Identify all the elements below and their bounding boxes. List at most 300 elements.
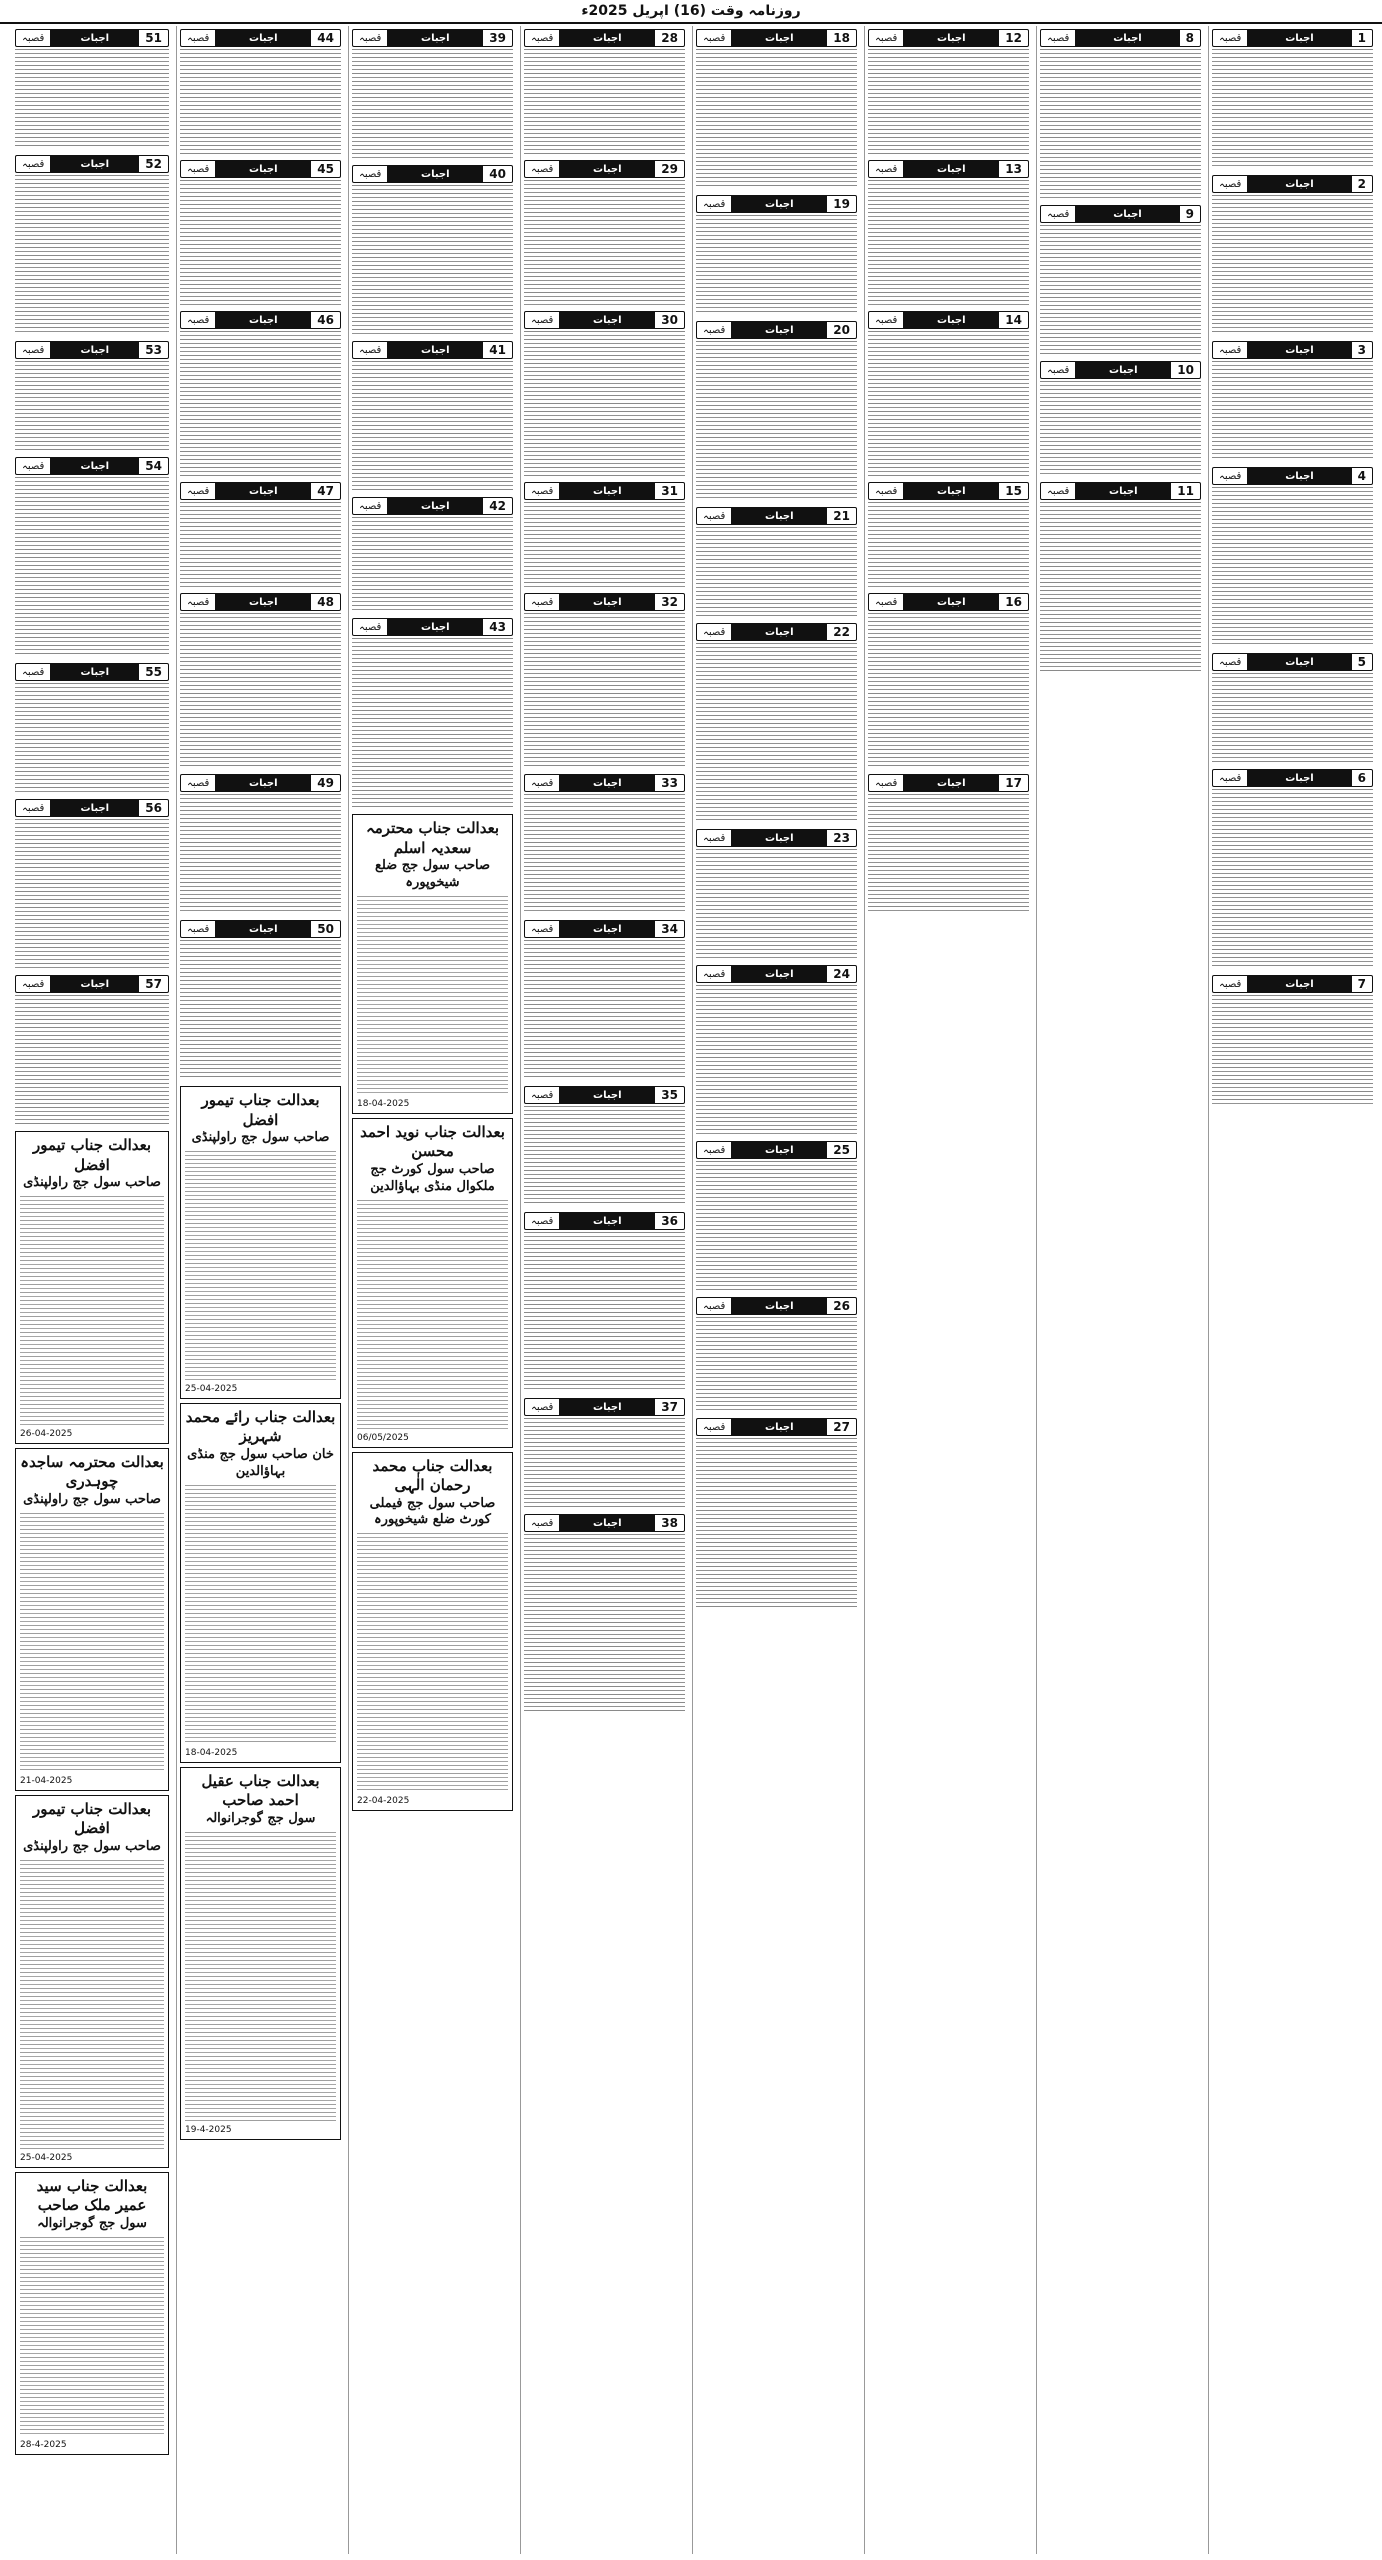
notice-text-block [20, 2237, 164, 2437]
item-header [696, 829, 857, 847]
item-number: 26 [827, 1299, 856, 1313]
item-header [15, 29, 169, 47]
item-label: اجبات [903, 594, 999, 610]
column-6 [348, 26, 516, 2554]
item-number: 33 [655, 776, 684, 790]
notice-item [696, 507, 857, 617]
item-header [524, 29, 685, 47]
item-tag: قصبہ [181, 486, 215, 497]
item-tag: قصبہ [525, 164, 559, 175]
notice-item [868, 593, 1029, 768]
item-label: اجبات [215, 312, 311, 328]
notice-item [180, 774, 341, 914]
item-header [180, 593, 341, 611]
notice-footer [20, 1429, 164, 1439]
item-label: اجبات [903, 30, 999, 46]
item-header [696, 1418, 857, 1436]
item-label: اجبات [731, 196, 827, 212]
item-number: 18 [827, 31, 856, 45]
item-text-block [868, 331, 1029, 476]
item-text-block [1040, 49, 1201, 199]
item-header [696, 1297, 857, 1315]
item-number: 47 [311, 484, 340, 498]
item-header [180, 29, 341, 47]
notice-court: صاحب سول جج فیملی کورٹ ضلع شیخوپورہ [369, 1495, 496, 1528]
notice-court: صاحب سول جج راولپنڈی [23, 1175, 161, 1190]
item-header [15, 341, 169, 359]
item-header [696, 29, 857, 47]
item-number: 2 [1352, 177, 1372, 191]
item-number: 42 [483, 499, 512, 513]
item-number: 55 [139, 665, 168, 679]
item-tag: قصبہ [1041, 486, 1075, 497]
item-label: اجبات [50, 976, 139, 992]
item-label: اجبات [559, 775, 655, 791]
item-text-block [696, 527, 857, 617]
notice-item [180, 29, 341, 154]
item-header [15, 663, 169, 681]
item-number: 22 [827, 625, 856, 639]
notice-item [352, 165, 513, 335]
notice-court: صاحب سول جج راولپنڈی [23, 1491, 161, 1507]
item-tag: قصبہ [181, 164, 215, 175]
item-header [180, 920, 341, 938]
item-text-block [696, 341, 857, 501]
item-text-block [524, 331, 685, 476]
item-tag: قصبہ [525, 1402, 559, 1413]
item-number: 41 [483, 343, 512, 357]
item-text-block [15, 477, 169, 657]
notice-item [868, 160, 1029, 305]
item-tag: قصبہ [869, 164, 903, 175]
item-header [15, 457, 169, 475]
court-notice [352, 1452, 513, 1812]
item-label: اجبات [731, 508, 827, 524]
item-text-block [180, 940, 341, 1080]
item-label: اجبات [731, 30, 827, 46]
item-tag: قصبہ [697, 969, 731, 980]
notice-item [1212, 975, 1373, 1105]
notice-item [1040, 29, 1201, 199]
notice-item [696, 321, 857, 501]
notice-court: صاحب سول جج راولپنڈی [23, 1838, 161, 1854]
item-tag: قصبہ [697, 1422, 731, 1433]
notice-item [180, 482, 341, 587]
item-label: اجبات [731, 830, 827, 846]
item-number: 23 [827, 831, 856, 845]
item-label: اجبات [559, 1087, 655, 1103]
item-number: 44 [311, 31, 340, 45]
notice-item [696, 1297, 857, 1412]
item-label: اجبات [903, 312, 999, 328]
notice-text-block [357, 896, 508, 1096]
item-label: اجبات [50, 458, 139, 474]
item-label: اجبات [215, 921, 311, 937]
item-header [868, 482, 1029, 500]
item-tag: قصبہ [1213, 179, 1247, 190]
item-tag: قصبہ [353, 169, 387, 180]
item-tag: قصبہ [869, 597, 903, 608]
item-number: 19 [827, 197, 856, 211]
item-header [352, 618, 513, 636]
notice-item [524, 1514, 685, 1714]
notice-court: سول جج گوجرانوالہ [205, 1810, 316, 1826]
item-tag: قصبہ [697, 33, 731, 44]
notice-item [180, 160, 341, 305]
item-text-block [696, 215, 857, 315]
item-tag: قصبہ [353, 33, 387, 44]
item-tag: قصبہ [525, 486, 559, 497]
notice-date: 28-4-2025 [20, 2439, 67, 2450]
notice-item [868, 29, 1029, 154]
item-number: 28 [655, 31, 684, 45]
notice-item [868, 482, 1029, 587]
notice-item [1212, 341, 1373, 461]
item-label: اجبات [50, 156, 139, 172]
item-tag: قصبہ [525, 778, 559, 789]
item-header [1212, 29, 1373, 47]
item-header [1040, 29, 1201, 47]
item-tag: قصبہ [1041, 365, 1075, 376]
item-text-block [696, 643, 857, 823]
columns [6, 26, 1376, 2554]
item-label: اجبات [559, 1213, 655, 1229]
item-header [524, 160, 685, 178]
item-number: 30 [655, 313, 684, 327]
item-number: 57 [139, 977, 168, 991]
court-notice [15, 1448, 169, 1791]
notice-footer [20, 1776, 164, 1786]
notice-item [180, 920, 341, 1080]
item-header [1212, 341, 1373, 359]
item-tag: قصبہ [697, 325, 731, 336]
item-header [1212, 975, 1373, 993]
item-label: اجبات [731, 624, 827, 640]
notice-item [352, 497, 513, 612]
item-header [180, 311, 341, 329]
item-header [1040, 482, 1201, 500]
item-text-block [15, 683, 169, 793]
item-header [696, 1141, 857, 1159]
item-label: اجبات [559, 161, 655, 177]
item-text-block [524, 180, 685, 305]
item-tag: قصبہ [16, 667, 50, 678]
notice-item [524, 1086, 685, 1206]
item-number: 45 [311, 162, 340, 176]
item-number: 4 [1352, 469, 1372, 483]
item-label: اجبات [1247, 770, 1351, 786]
item-header [524, 1514, 685, 1532]
item-tag: قصبہ [525, 924, 559, 935]
item-label: اجبات [50, 664, 139, 680]
item-number: 37 [655, 1400, 684, 1414]
item-text-block [524, 940, 685, 1080]
masthead [0, 0, 1382, 24]
notice-item [524, 160, 685, 305]
item-text-block [180, 502, 341, 587]
item-label: اجبات [1247, 30, 1351, 46]
item-number: 15 [999, 484, 1028, 498]
item-label: اجبات [387, 166, 483, 182]
item-number: 27 [827, 1420, 856, 1434]
item-header [524, 1398, 685, 1416]
notice-date: 19-4-2025 [185, 2124, 232, 2135]
item-tag: قصبہ [353, 501, 387, 512]
court-notice [180, 1767, 341, 2140]
court-notice [180, 1403, 341, 1763]
item-number: 29 [655, 162, 684, 176]
item-number: 24 [827, 967, 856, 981]
item-text-block [868, 49, 1029, 154]
notice-item [696, 965, 857, 1135]
item-header [352, 165, 513, 183]
item-tag: قصبہ [697, 627, 731, 638]
item-tag: قصبہ [869, 315, 903, 326]
item-label: اجبات [731, 322, 827, 338]
item-tag: قصبہ [1213, 345, 1247, 356]
item-header [696, 195, 857, 213]
item-number: 1 [1352, 31, 1372, 45]
item-number: 11 [1171, 484, 1200, 498]
item-label: اجبات [50, 30, 139, 46]
item-text-block [15, 49, 169, 149]
notice-item [15, 457, 169, 657]
notice-item [524, 1212, 685, 1392]
notice-date: 06/05/2025 [357, 1432, 409, 1443]
item-text-block [524, 49, 685, 154]
item-label: اجبات [215, 30, 311, 46]
notice-title: بعدالت محترمہ ساجدہ چوہدری [20, 1452, 164, 1491]
item-tag: قصبہ [1213, 979, 1247, 990]
item-tag: قصبہ [869, 486, 903, 497]
item-number: 8 [1180, 31, 1200, 45]
item-header [180, 774, 341, 792]
item-label: اجبات [1247, 976, 1351, 992]
item-header [1040, 205, 1201, 223]
item-number: 35 [655, 1088, 684, 1102]
item-label: اجبات [903, 775, 999, 791]
notice-date: 21-04-2025 [20, 1775, 73, 1786]
item-label: اجبات [215, 483, 311, 499]
item-number: 51 [139, 31, 168, 45]
notice-item [696, 1141, 857, 1291]
item-text-block [696, 1161, 857, 1291]
item-header [1212, 653, 1373, 671]
notice-item [15, 155, 169, 335]
item-number: 50 [311, 922, 340, 936]
notice-date: 25-04-2025 [20, 2152, 73, 2163]
item-header [1040, 361, 1201, 379]
item-header [696, 623, 857, 641]
item-label: اجبات [903, 483, 999, 499]
item-tag: قصبہ [181, 597, 215, 608]
notice-item [1212, 29, 1373, 169]
item-header [352, 341, 513, 359]
notice-item [180, 593, 341, 768]
item-tag: قصبہ [181, 778, 215, 789]
item-text-block [352, 517, 513, 612]
column-3 [864, 26, 1032, 2554]
court-notice [15, 2172, 169, 2455]
notice-item [524, 774, 685, 914]
notice-title: بعدالت جناب تیمور افضل [32, 1136, 152, 1174]
notice-item [15, 29, 169, 149]
notice-text-block [357, 1533, 508, 1793]
item-header [868, 311, 1029, 329]
item-number: 46 [311, 313, 340, 327]
item-number: 20 [827, 323, 856, 337]
item-text-block [1040, 502, 1201, 672]
item-number: 13 [999, 162, 1028, 176]
notice-item [15, 799, 169, 969]
item-text-block [180, 794, 341, 914]
item-header [352, 29, 513, 47]
item-number: 9 [1180, 207, 1200, 221]
notice-court: صاحب سول جج ضلع شیخوپورہ [374, 858, 491, 890]
notice-footer [357, 1433, 508, 1443]
item-label: اجبات [387, 619, 483, 635]
item-text-block [15, 995, 169, 1125]
item-header [696, 321, 857, 339]
item-tag: قصبہ [1041, 209, 1075, 220]
item-number: 38 [655, 1516, 684, 1530]
notice-text-block [20, 1196, 164, 1426]
item-label: اجبات [1075, 206, 1179, 222]
item-tag: قصبہ [181, 33, 215, 44]
item-header [1212, 769, 1373, 787]
item-tag: قصبہ [525, 315, 559, 326]
notice-footer [357, 1099, 508, 1109]
item-text-block [1040, 225, 1201, 355]
item-label: اجبات [1247, 342, 1351, 358]
item-text-block [1212, 789, 1373, 969]
notice-item [15, 341, 169, 451]
item-label: اجبات [559, 1399, 655, 1415]
notice-court: سول جج گوجرانوالہ [37, 2215, 147, 2231]
item-header [524, 593, 685, 611]
item-header [180, 482, 341, 500]
column-2 [1036, 26, 1204, 2554]
item-label: اجبات [215, 594, 311, 610]
column-5 [520, 26, 688, 2554]
item-tag: قصبہ [697, 199, 731, 210]
notice-title: بعدالت جناب عقیل احمد صاحب [201, 1771, 320, 1810]
item-header [524, 1212, 685, 1230]
item-header [868, 29, 1029, 47]
notice-text-block [185, 1485, 336, 1745]
item-text-block [524, 1534, 685, 1714]
notice-text-block [20, 1860, 164, 2150]
item-tag: قصبہ [16, 345, 50, 356]
notice-title: بعدالت جناب محترمہ سعدیہ اسلم [365, 819, 500, 857]
notice-court: خان صاحب سول جج منڈی بہاؤالدین [187, 1446, 334, 1479]
item-header [524, 311, 685, 329]
item-number: 17 [999, 776, 1028, 790]
item-label: اجبات [215, 775, 311, 791]
notice-date: 18-04-2025 [185, 1747, 238, 1758]
item-text-block [524, 613, 685, 768]
item-text-block [352, 185, 513, 335]
court-notice [180, 1086, 341, 1399]
notice-title: بعدالت جناب تیمور افضل [201, 1091, 320, 1129]
item-tag: قصبہ [525, 1216, 559, 1227]
item-label: اجبات [1247, 654, 1351, 670]
item-label: اجبات [1247, 468, 1351, 484]
item-header [524, 920, 685, 938]
item-header [696, 965, 857, 983]
item-text-block [868, 794, 1029, 914]
item-number: 49 [311, 776, 340, 790]
item-number: 31 [655, 484, 684, 498]
notice-title: بعدالت جناب سید عمیر ملک صاحب [36, 2176, 148, 2215]
item-header [524, 482, 685, 500]
item-header [1212, 467, 1373, 485]
notice-item [15, 975, 169, 1125]
notice-court: صاحب سول جج راولپنڈی [191, 1130, 330, 1145]
item-tag: قصبہ [16, 803, 50, 814]
item-text-block [696, 849, 857, 959]
item-tag: قصبہ [697, 1301, 731, 1312]
notice-footer [185, 1384, 336, 1394]
item-text-block [1212, 49, 1373, 169]
item-number: 12 [999, 31, 1028, 45]
notice-text-block [185, 1832, 336, 2122]
item-label: اجبات [215, 161, 311, 177]
item-label: اجبات [903, 161, 999, 177]
item-text-block [868, 180, 1029, 305]
item-text-block [524, 794, 685, 914]
item-text-block [524, 1418, 685, 1508]
item-header [1212, 175, 1373, 193]
notice-court: صاحب سول کورٹ جج ملکوال منڈی بہاؤالدین [370, 1161, 495, 1194]
court-notice [15, 1795, 169, 2168]
notice-item [696, 829, 857, 959]
notice-item [1212, 769, 1373, 969]
item-tag: قصبہ [1213, 773, 1247, 784]
item-text-block [1040, 381, 1201, 476]
item-label: اجبات [559, 312, 655, 328]
item-label: اجبات [1075, 483, 1171, 499]
item-header [15, 975, 169, 993]
notice-item [696, 1418, 857, 1608]
item-label: اجبات [731, 1298, 827, 1314]
notice-footer [185, 1748, 336, 1758]
court-notice [352, 814, 513, 1114]
item-header [524, 1086, 685, 1104]
item-tag: قصبہ [353, 622, 387, 633]
item-text-block [696, 49, 857, 189]
item-label: اجبات [1247, 176, 1351, 192]
notice-item [1040, 482, 1201, 672]
notice-item [524, 593, 685, 768]
item-tag: قصبہ [181, 924, 215, 935]
item-tag: قصبہ [1213, 471, 1247, 482]
item-text-block [352, 49, 513, 159]
item-number: 52 [139, 157, 168, 171]
item-header [868, 774, 1029, 792]
item-label: اجبات [559, 483, 655, 499]
notice-text-block [20, 1513, 164, 1773]
item-label: اجبات [1075, 30, 1179, 46]
item-tag: قصبہ [525, 33, 559, 44]
item-tag: قصبہ [525, 1090, 559, 1101]
item-tag: قصبہ [1213, 657, 1247, 668]
notice-footer [20, 2440, 164, 2450]
item-tag: قصبہ [16, 979, 50, 990]
item-text-block [1212, 995, 1373, 1105]
item-label: اجبات [1075, 362, 1171, 378]
item-text-block [352, 361, 513, 491]
